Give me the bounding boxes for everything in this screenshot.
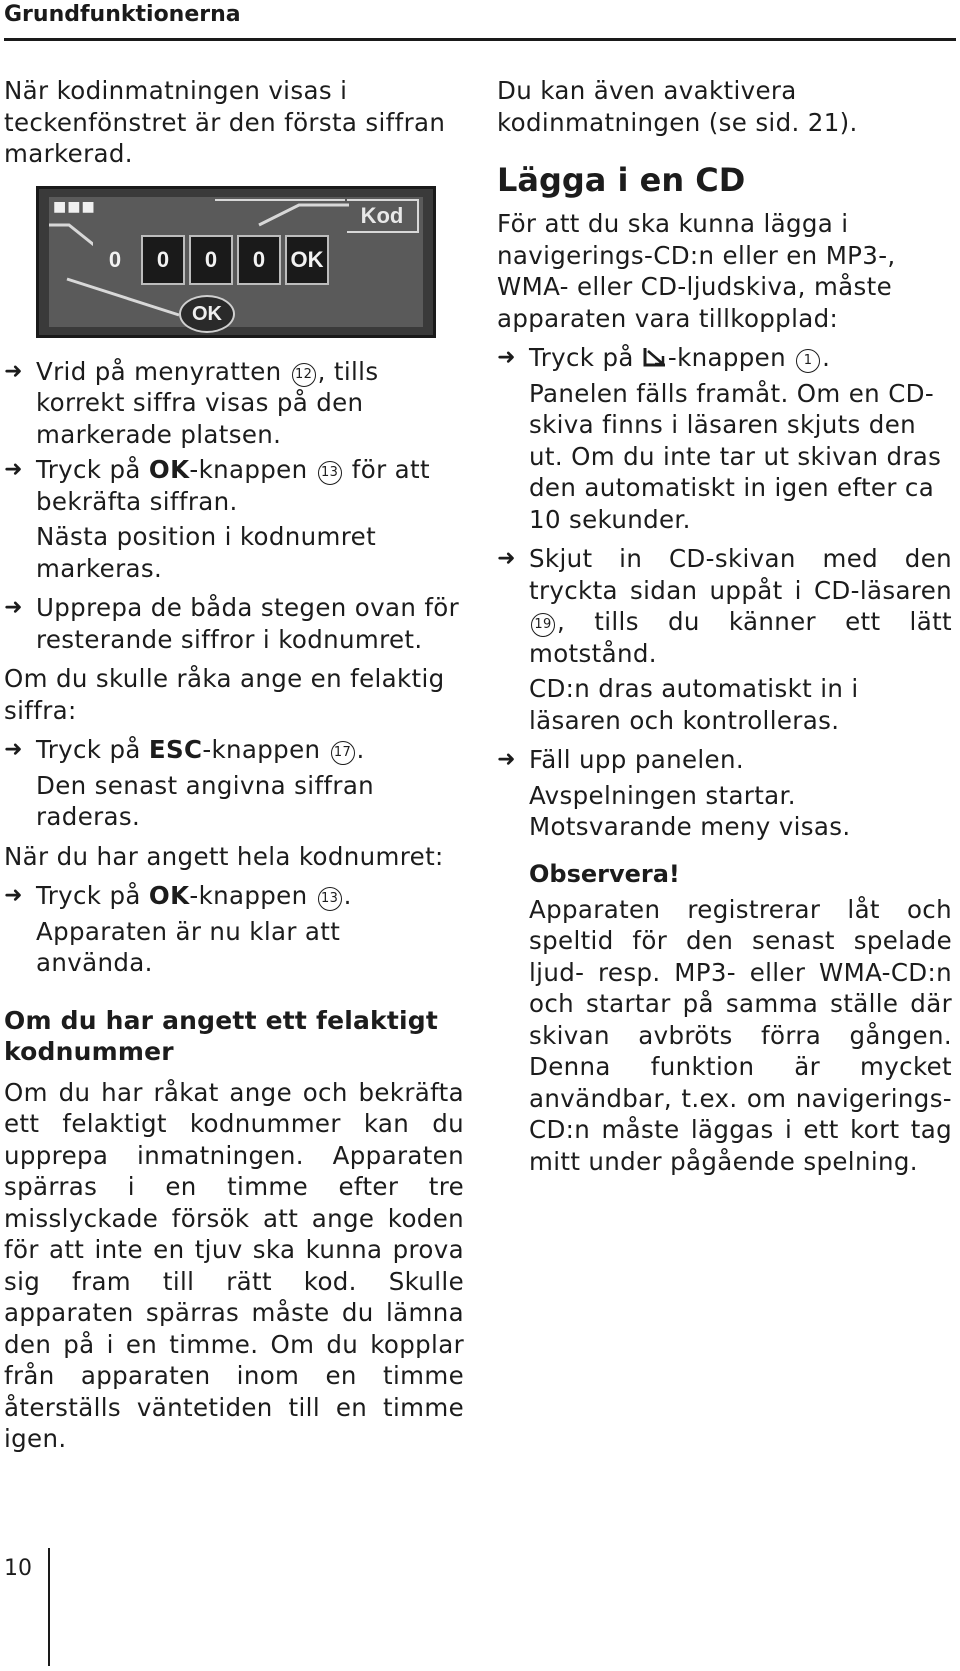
digit-cell: 0 (189, 235, 233, 285)
page-header: Grundfunktionerna (4, 2, 241, 27)
open-panel-icon (642, 346, 668, 368)
step-text: Tryck på (36, 881, 149, 910)
step-text: -knappen (667, 343, 795, 372)
control-number-badge: 1 (796, 349, 820, 373)
ok-button-icon: OK (179, 295, 235, 333)
arrow-icon: ➜ (4, 737, 23, 762)
arrow-icon: ➜ (497, 747, 516, 772)
section-body: Om du har råkat ange och bekräfta ett felaktigt kodnummer kan du upprepa inmatningen. Apparaten spärras i en timme efter tre misslyckade försök att ange koden för att inte en tjuv ska kunna prova sig fram till rätt kod. Skulle apparaten spärras måste du lämna den på i en timme. Om du kopplar från apparaten inom en timme återställs väntetiden till en timme igen. (4, 1077, 464, 1453)
step-result: Avspelningen startar. Motsvarande meny visas. (529, 780, 851, 841)
section-heading: Om du har angett ett felaktigt kodnummer (4, 1005, 439, 1066)
step-result: Nästa position i kodnumret markeras. (36, 522, 377, 583)
step-text: för att bekräfta siffran. (36, 455, 430, 516)
arrow-icon: ➜ (4, 457, 23, 482)
step-text: Fäll upp panelen. (529, 745, 744, 774)
step-esc (4, 734, 464, 766)
digit-cell: 0 (141, 235, 185, 285)
arrow-icon: ➜ (4, 595, 23, 620)
step-close-panel (497, 744, 952, 776)
key-name: ESC (148, 735, 203, 764)
digit-cell-ok: OK (285, 235, 329, 285)
step-result: CD:n dras automatiskt in i läsaren och kontrolleras. (529, 674, 859, 735)
step-text: . (822, 343, 831, 372)
digit-row (93, 235, 329, 285)
arrow-icon: ➜ (497, 345, 516, 370)
step-text: Skjut in CD-skivan med den tryckta sidan uppåt i CD-läsaren (529, 544, 952, 605)
step-text: Tryck på (529, 343, 642, 372)
key-name: OK (148, 881, 190, 910)
deactivate-note: Du kan även avaktivera kodinmatningen (se sid. 21). (497, 76, 858, 137)
control-number-badge: 13 (318, 887, 342, 911)
step-confirm (4, 880, 464, 912)
left-column (4, 75, 464, 1463)
cd-intro: För att du ska kunna lägga i navigerings-CD:n eller en MP3-, WMA- eller CD-ljudskiva, måste apparaten vara tillkopplad: (497, 209, 896, 333)
step-rotate (4, 356, 464, 451)
step-text: , tills korrekt siffra visas på den markerade platsen. (36, 356, 379, 449)
arrow-icon: ➜ (4, 358, 23, 384)
done-intro: När du har angett hela kodnumret: (4, 841, 444, 871)
control-number-badge: 13 (318, 461, 342, 485)
step-text: Tryck på (36, 735, 149, 764)
control-number-badge: 12 (292, 363, 316, 387)
page-number: 10 (4, 1556, 32, 1581)
digit-cell: 0 (93, 235, 137, 285)
note-title: Observera! (529, 859, 680, 888)
step-result: Panelen fälls framåt. Om en CD-skiva finns i läsaren skjuts den ut. Om du inte tar ut skivan dras den automatiskt in igen efter ca 10 sekunder. (529, 378, 942, 534)
intro-paragraph: När kodinmatningen visas i teckenfönstret är den första siffran markerad. (4, 76, 446, 168)
control-number-badge: 17 (331, 741, 355, 765)
step-text: Tryck på (36, 455, 149, 484)
header-rule (4, 38, 956, 41)
digit-cell: 0 (237, 235, 281, 285)
wrong-digit-intro: Om du skulle råka ange en felaktig siffra: (4, 664, 445, 725)
step-ok (4, 454, 464, 517)
arrow-icon: ➜ (4, 883, 23, 908)
kod-label: Kod (347, 199, 419, 233)
step-text: Vrid på menyratten (36, 356, 290, 386)
arrow-icon: ➜ (497, 546, 516, 571)
code-display-graphic (36, 186, 436, 338)
step-text: -knappen (189, 881, 316, 910)
display-screen (49, 197, 423, 327)
signal-squares-icon: ■■■ (53, 198, 96, 215)
step-text: -knappen (202, 735, 329, 764)
right-column (497, 75, 952, 1185)
step-result: Apparaten är nu klar att använda. (36, 916, 341, 977)
step-result: Den senast angivna siffran raderas. (36, 770, 375, 831)
key-name: OK (148, 455, 190, 484)
step-eject (497, 342, 952, 374)
footer-rule (48, 1548, 50, 1666)
step-repeat (4, 592, 464, 655)
note-body: Apparaten registrerar låt och speltid för den senast spelade ljud- resp. MP3- eller WMA-CD:n och startar på samma ställe där skivan avbröts förra gången. Denna funktion är mycket användbar, t.ex. om navigerings-CD:n måste läggas i ett kort tag mitt under pågående spelning. (529, 894, 952, 1176)
step-text: Upprepa de båda stegen ovan för resterande siffror i kodnumret. (36, 593, 460, 654)
control-number-badge: 19 (531, 613, 555, 637)
section-title: Lägga i en CD (497, 161, 746, 199)
step-insert (497, 543, 952, 669)
step-text: . (356, 735, 365, 764)
step-text: . (343, 881, 352, 910)
step-text: -knappen (189, 455, 316, 484)
step-text: , tills du känner ett lätt motstånd. (529, 607, 952, 668)
